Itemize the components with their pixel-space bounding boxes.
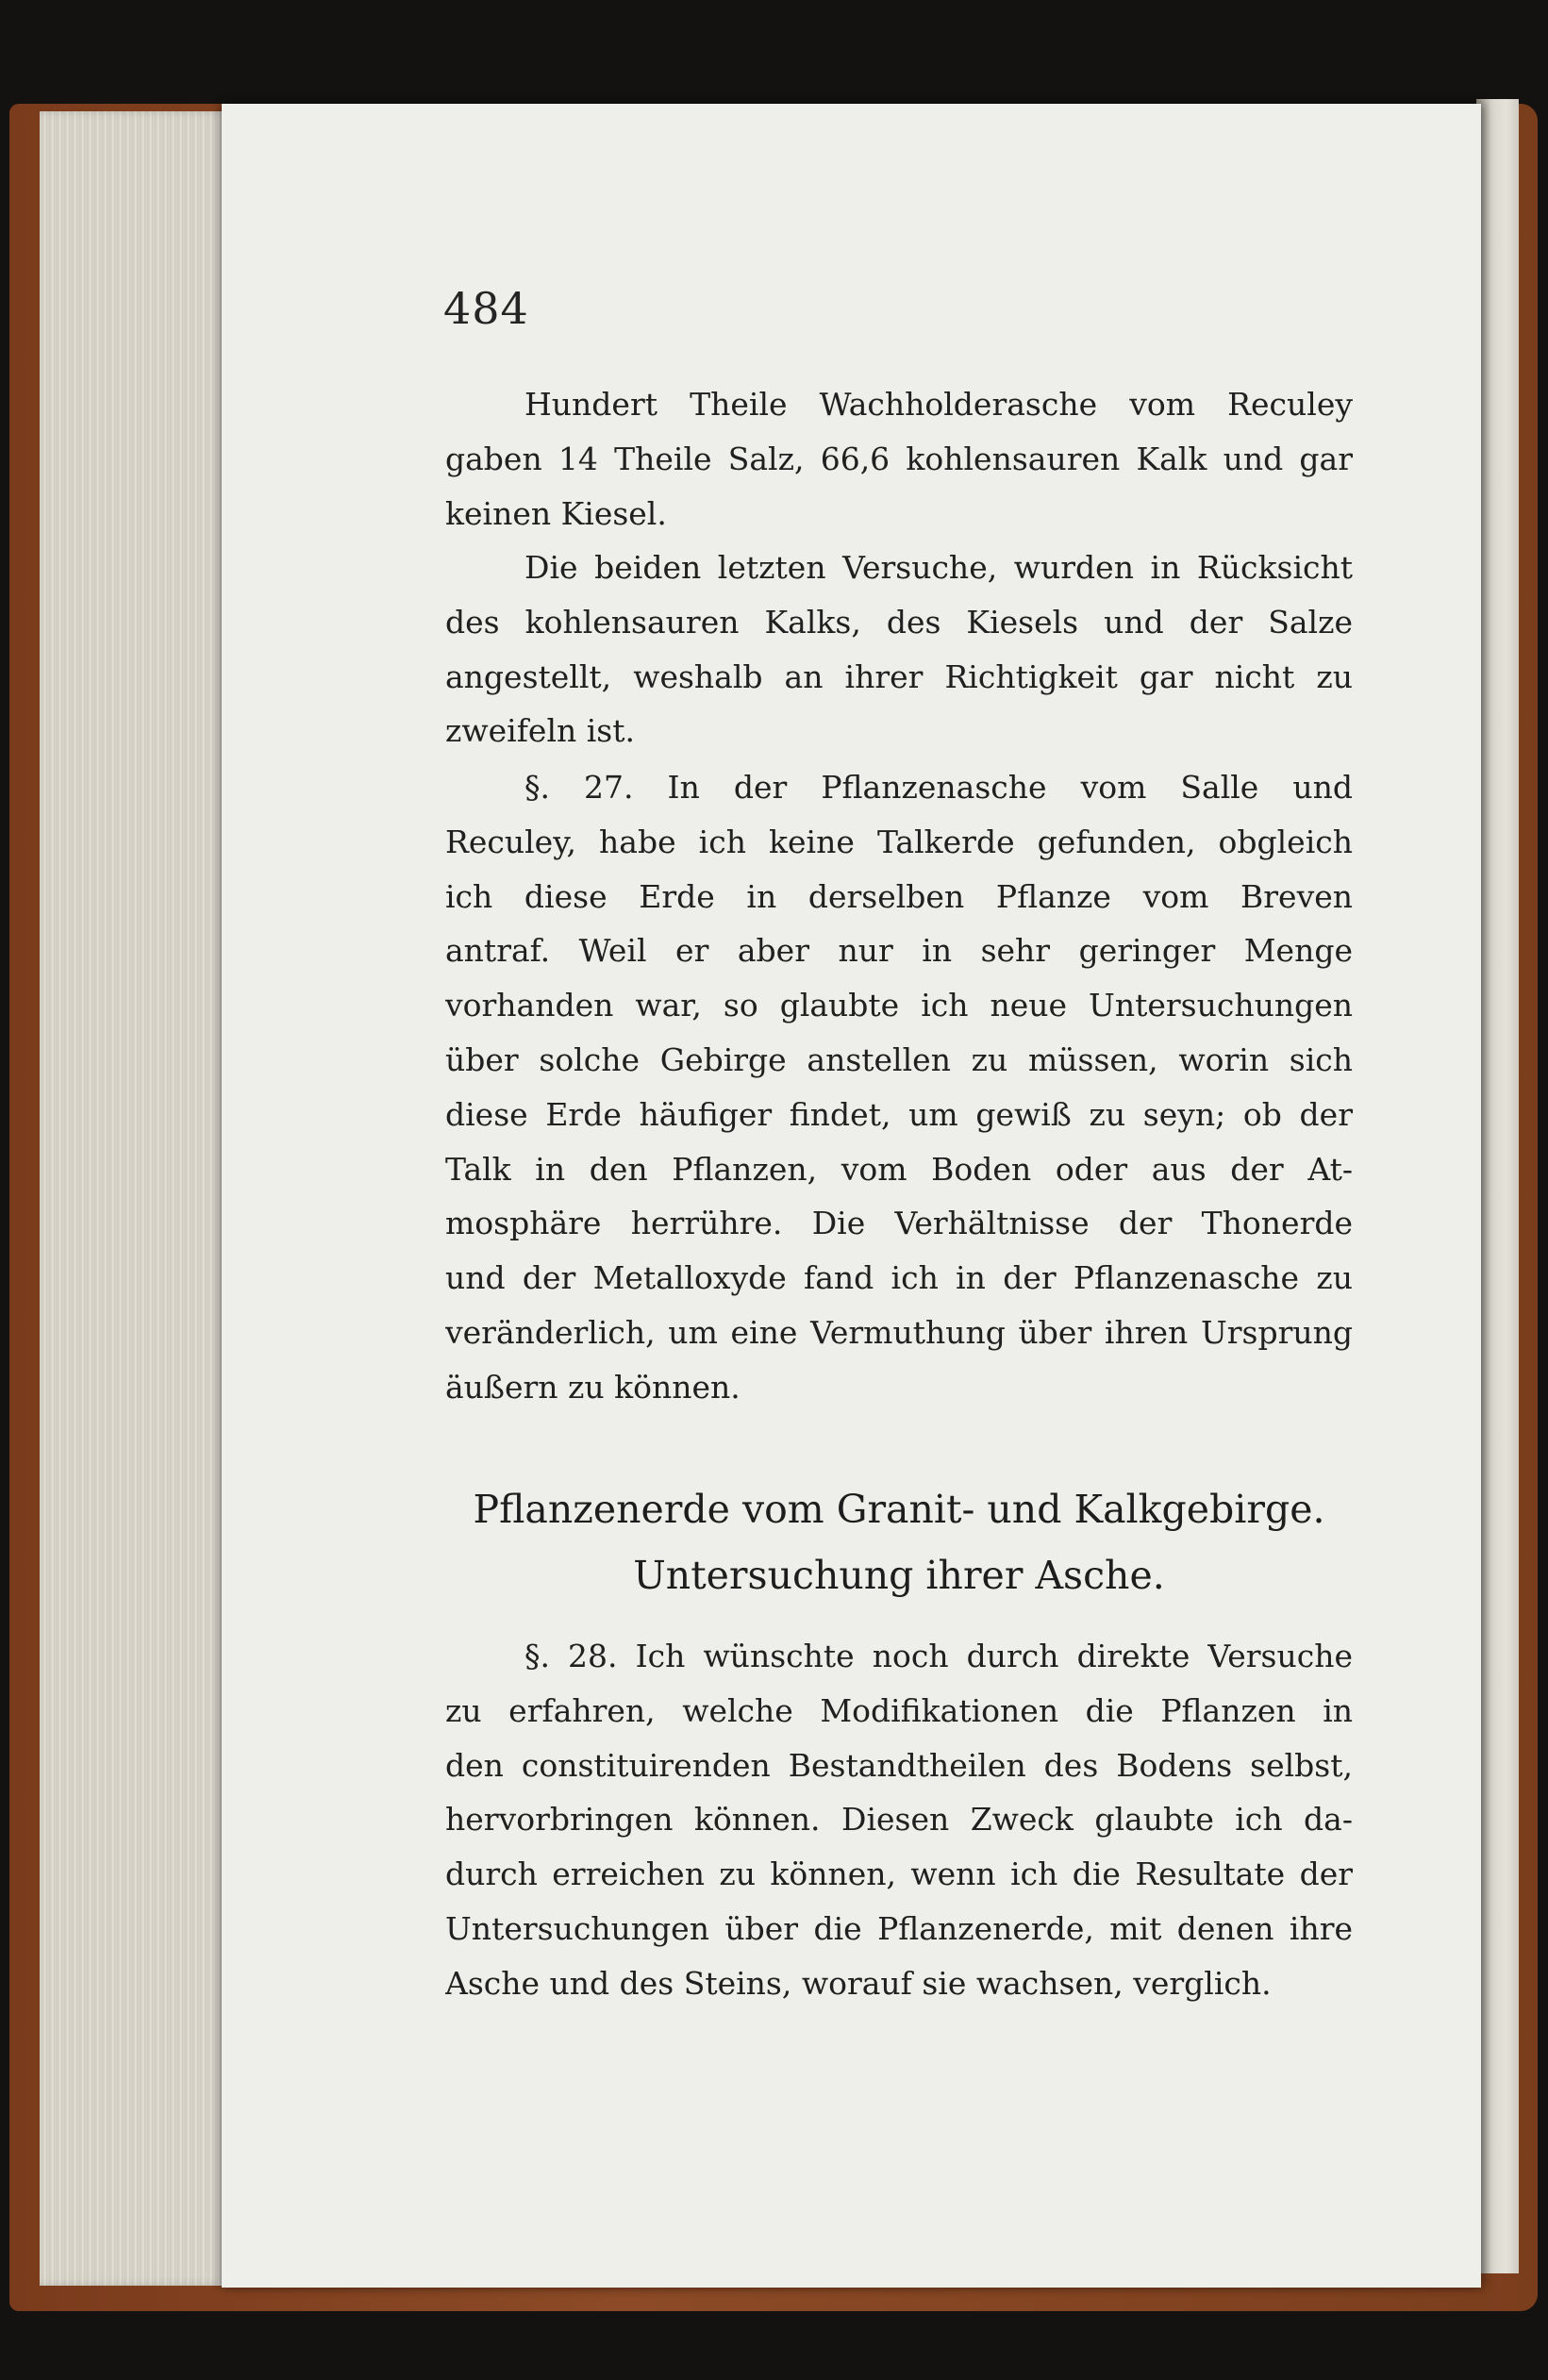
text-line: antraf. Weil er aber nur in sehr geringer Menge: [445, 932, 1353, 970]
text-line: hervorbringen können. Diesen Zweck glaubte ich da-: [445, 1801, 1353, 1839]
text-line: vorhanden war, so glaubte ich neue Untersuchungen: [445, 987, 1353, 1024]
text-line: §. 28. Ich wünschte noch durch direkte Versuche: [524, 1638, 1353, 1674]
text-line: §. 27. In der Pflanzenasche vom Salle und: [524, 769, 1353, 806]
text-line: Hundert Theile Wachholderasche vom Reculey: [524, 386, 1353, 423]
text-line: mosphäre herrühre. Die Verhältnisse der Thonerde: [445, 1205, 1353, 1242]
text-line: äußern zu können.: [445, 1368, 741, 1406]
text-line: veränderlich, um eine Vermuthung über ihren Ursprung: [445, 1313, 1353, 1351]
heading-line-1: Pflanzenerde vom Granit- und Kalkgebirge.: [473, 1487, 1325, 1532]
heading-line-2: Untersuchung ihrer Asche.: [633, 1553, 1165, 1598]
page-number: 484: [443, 283, 529, 334]
text-line: Die beiden letzten Versuche, wurden in Rücksicht: [524, 549, 1353, 586]
section-28: [445, 1629, 1353, 2011]
text-line: Asche und des Steins, worauf sie wachsen, verglich.: [445, 1964, 1272, 2002]
text-line: durch erreichen zu können, wenn ich die Resultate der: [445, 1856, 1353, 1893]
paragraph-last-experiments: [445, 541, 1353, 758]
section-27: [445, 760, 1353, 1415]
text-line: Untersuchungen über die Pflanzenerde, mit denen ihre: [445, 1909, 1353, 1947]
text-line: zu erfahren, welche Modifikationen die Pflanzen in: [445, 1691, 1353, 1729]
text-line: ich diese Erde in derselben Pflanze vom Breven: [445, 877, 1353, 915]
text-line: den constituirenden Bestandtheilen des Bodens selbst,: [445, 1746, 1353, 1784]
text-line: und der Metalloxyde fand ich in der Pflanzenasche zu: [445, 1259, 1353, 1297]
text-line: Reculey, habe ich keine Talkerde gefunden, obgleich: [445, 823, 1353, 860]
page-edges: [40, 111, 233, 2286]
facing-page-edge: [1476, 99, 1519, 2273]
text-line: zweifeln ist.: [445, 712, 635, 750]
text-line: des kohlensauren Kalks, des Kiesels und der Salze: [445, 603, 1353, 641]
text-line: Talk in den Pflanzen, vom Boden oder aus der At-: [445, 1150, 1353, 1188]
text-line: gaben 14 Theile Salz, 66,6 kohlensauren Kalk und gar: [445, 440, 1353, 477]
text-line: keinen Kiesel.: [445, 494, 667, 532]
text-line: über solche Gebirge anstellen zu müssen, worin sich: [445, 1040, 1353, 1078]
section-heading: [445, 1476, 1353, 1608]
text-line: diese Erde häufiger findet, um gewiß zu seyn; ob der: [445, 1095, 1353, 1133]
paragraph-reculey-ash: [445, 377, 1353, 541]
text-line: angestellt, weshalb an ihrer Richtigkeit gar nicht zu: [445, 657, 1353, 695]
